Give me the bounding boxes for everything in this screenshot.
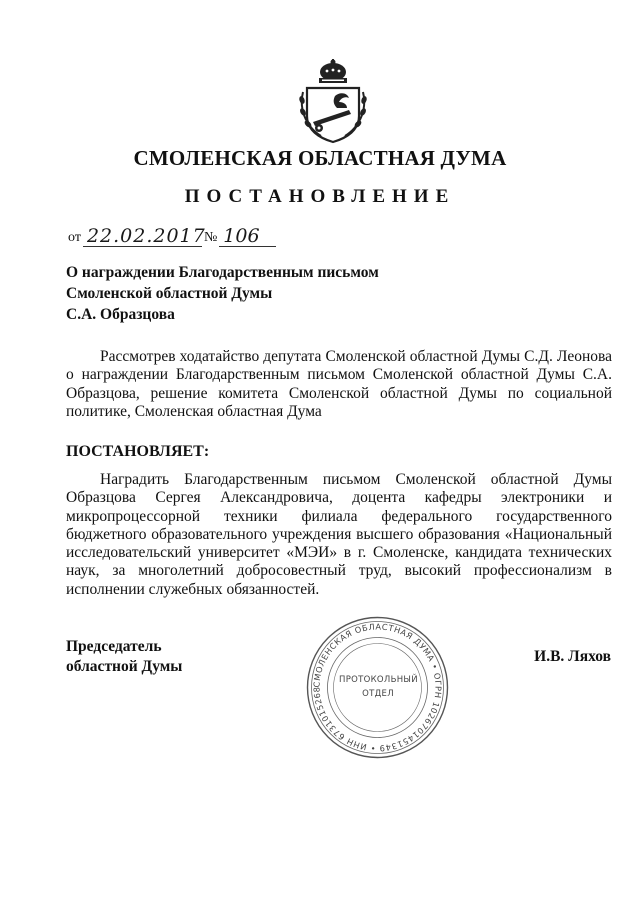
- resolves-heading: ПОСТАНОВЛЯЕТ:: [66, 443, 210, 460]
- registration-line: [66, 226, 276, 247]
- stamp-department-line: ПРОТОКОЛЬНЫЙ: [339, 675, 418, 685]
- subject-line: Смоленской областной Думы: [66, 285, 273, 302]
- subject-line: С.А. Образцова: [66, 306, 175, 323]
- signatory-title: [66, 637, 182, 677]
- document-subject: [66, 262, 379, 325]
- document-number: 106: [219, 226, 276, 247]
- subject-line: О награждении Благодарственным письмом: [66, 264, 379, 281]
- document-type-title: ПОСТАНОВЛЕНИЕ: [184, 186, 456, 207]
- signatory-title-line: областной Думы: [66, 658, 183, 675]
- official-stamp: [305, 615, 450, 760]
- signatory-title-line: Председатель: [66, 638, 162, 655]
- preamble-paragraph: Рассмотрев ходатайство депутата Смоленской областной Думы С.Д. Леонова о награждении Благодарственным письмом Смоленской областной Думы С.А. Образцова, решение комитета Смоленской областной Думы по социальной политике, Смоленская областная Дума: [66, 348, 612, 420]
- number-prefix: №: [203, 230, 218, 245]
- smolensk-coat-of-arms-icon: [297, 58, 369, 144]
- stamp-department-line: ОТДЕЛ: [362, 689, 394, 699]
- document-date: 22.02.2017: [83, 226, 202, 247]
- stamp-outer-text: СМОЛЕНСКАЯ ОБЛАСТНАЯ ДУМА • ОГРН 1026701451349 • ИНН 6731015268: [311, 621, 444, 754]
- coat-of-arms-emblem: [297, 58, 369, 144]
- date-prefix: от: [68, 230, 81, 245]
- signatory-name: И.В. Ляхов: [534, 648, 611, 665]
- decision-paragraph: Наградить Благодарственным письмом Смоленской областной Думы Образцова Сергея Александровича, доцента кафедры электроники и микропроцессорной техники филиала федерального государственного бюджетного образовательного учреждения высшего образования «Национальный исследовательский университет «МЭИ» в г. Смоленске, кандидата технических наук, за многолетний добросовестный труд, высокий профессионализм в исполнении служебных обязанностей.: [66, 471, 612, 598]
- organization-name: СМОЛЕНСКАЯ ОБЛАСТНАЯ ДУМА: [133, 146, 507, 170]
- stamp-department: [339, 673, 417, 701]
